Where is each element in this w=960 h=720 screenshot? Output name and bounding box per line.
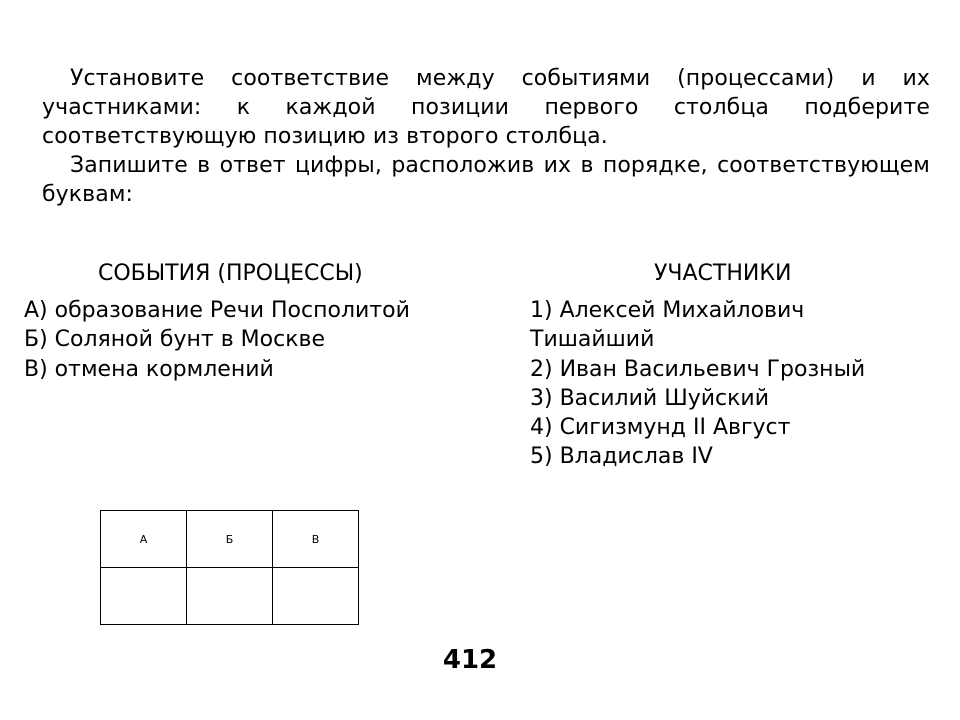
participant-item-4: 4) Сигизмунд II Август [530,415,791,441]
answer-cell-a[interactable] [101,568,187,625]
participants-column-header: УЧАСТНИКИ [654,261,792,286]
participant-item-1: 1) Алексей Михайлович Тишайший [530,298,805,353]
page-number: 412 [442,645,498,675]
participants-list [530,296,930,472]
answer-cell-b[interactable] [187,568,273,625]
event-item-b: Б) Соляной бунт в Москве [24,327,325,353]
instruction-paragraph-1: Установите соответствие между событиями (процессами) и их участниками: к каждой позиции первого столбца подберите соответствующую позицию из второго столбца. [42,66,930,149]
answer-table [100,510,359,625]
answer-cell-v[interactable] [273,568,359,625]
answer-header-a: А [101,511,187,568]
instruction-paragraph-2: Запишите в ответ цифры, расположив их в порядке, соответствующем буквам: [42,153,930,207]
participant-item-2: 2) Иван Васильевич Грозный [530,356,866,382]
answer-header-v: В [273,511,359,568]
participant-item-5: 5) Владислав IV [530,444,713,470]
answer-header-b: Б [187,511,273,568]
participant-item-3: 3) Василий Шуйский [530,385,770,411]
events-column-header: СОБЫТИЯ (ПРОЦЕССЫ) [98,261,363,286]
events-list [24,296,484,384]
event-item-v: В) отмена кормлений [24,356,274,382]
answer-table-input-row [101,568,359,625]
event-item-a: А) образование Речи Посполитой [24,298,410,323]
task-instructions [42,64,930,209]
answer-table-header-row [101,511,359,568]
